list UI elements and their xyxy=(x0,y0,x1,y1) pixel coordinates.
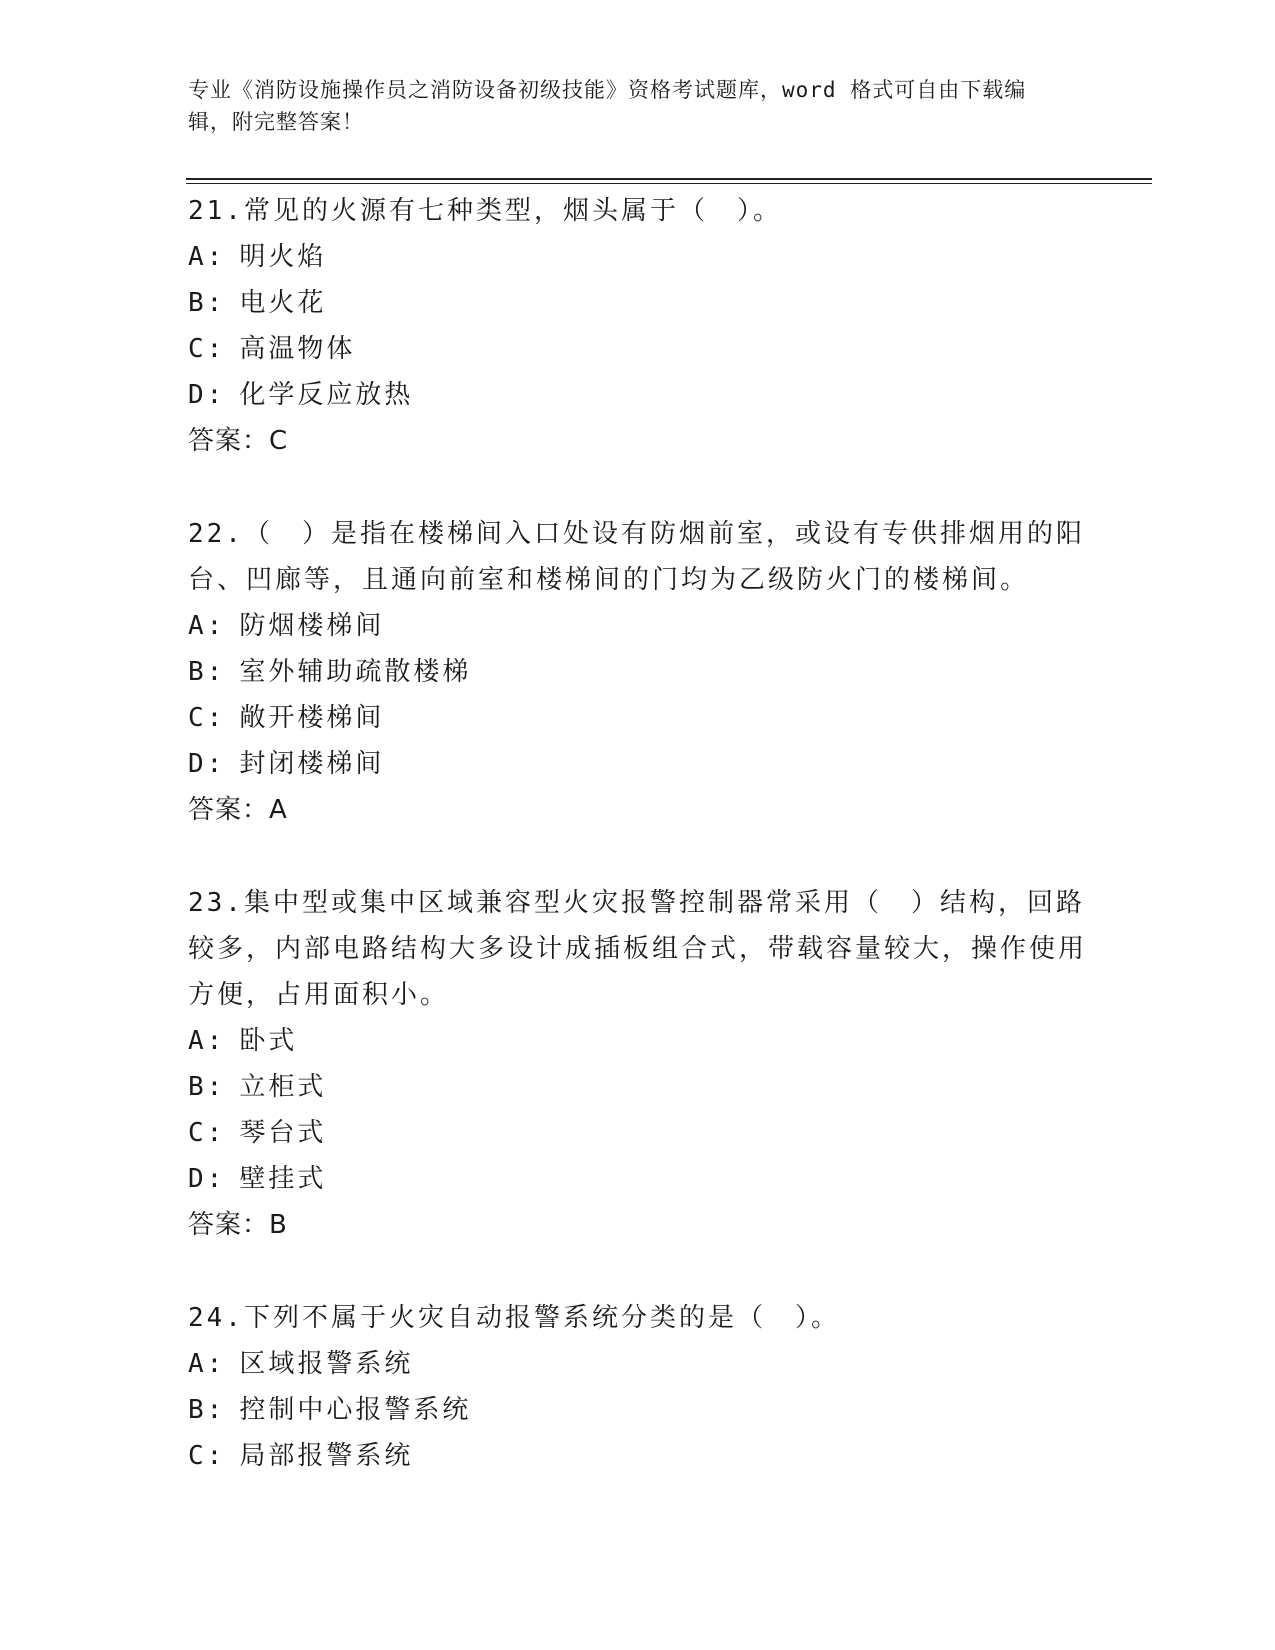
answer: 答案：B xyxy=(188,1210,288,1240)
option-a: A: 区域报警系统 xyxy=(188,1349,414,1379)
option-b: B: 控制中心报警系统 xyxy=(188,1395,472,1425)
question-list xyxy=(188,188,1088,1526)
header-divider xyxy=(186,178,1152,180)
option-c: C: 高温物体 xyxy=(188,334,356,364)
option-b: B: 室外辅助疏散楼梯 xyxy=(188,657,472,687)
answer: 答案：A xyxy=(188,795,288,825)
option-b: B: 立柜式 xyxy=(188,1072,327,1102)
question-text: 24.下列不属于火灾自动报警系统分类的是（ ）。 xyxy=(188,1303,840,1333)
question-21 xyxy=(188,188,1088,464)
question-text: 21.常见的火源有七种类型，烟头属于（ ）。 xyxy=(188,196,782,226)
option-d: D: 封闭楼梯间 xyxy=(188,749,385,779)
question-23 xyxy=(188,880,1088,1248)
option-c: C: 琴台式 xyxy=(188,1118,327,1148)
option-a: A: 卧式 xyxy=(188,1026,298,1056)
question-24 xyxy=(188,1295,1088,1479)
option-a: A: 防烟楼梯间 xyxy=(188,611,385,641)
option-b: B: 电火花 xyxy=(188,288,327,318)
document-header: 专业《消防设施操作员之消防设备初级技能》资格考试题库，word 格式可自由下载编辑，附完整答案！ xyxy=(188,78,1027,134)
header-divider-thin xyxy=(186,183,1152,184)
option-a: A: 明火焰 xyxy=(188,242,327,272)
question-text: 23.集中型或集中区域兼容型火灾报警控制器常采用（ ）结构，回路较多，内部电路结构大多设计成插板组合式，带载容量较大，操作使用方便，占用面积小。 xyxy=(188,888,1088,1010)
option-c: C: 局部报警系统 xyxy=(188,1441,414,1471)
question-22 xyxy=(188,511,1088,833)
answer: 答案：C xyxy=(188,426,289,456)
option-d: D: 壁挂式 xyxy=(188,1164,327,1194)
option-d: D: 化学反应放热 xyxy=(188,380,414,410)
question-text: 22.（ ）是指在楼梯间入口处设有防烟前室，或设有专供排烟用的阳台、凹廊等，且通向前室和楼梯间的门均为乙级防火门的楼梯间。 xyxy=(188,519,1085,595)
option-c: C: 敞开楼梯间 xyxy=(188,703,385,733)
